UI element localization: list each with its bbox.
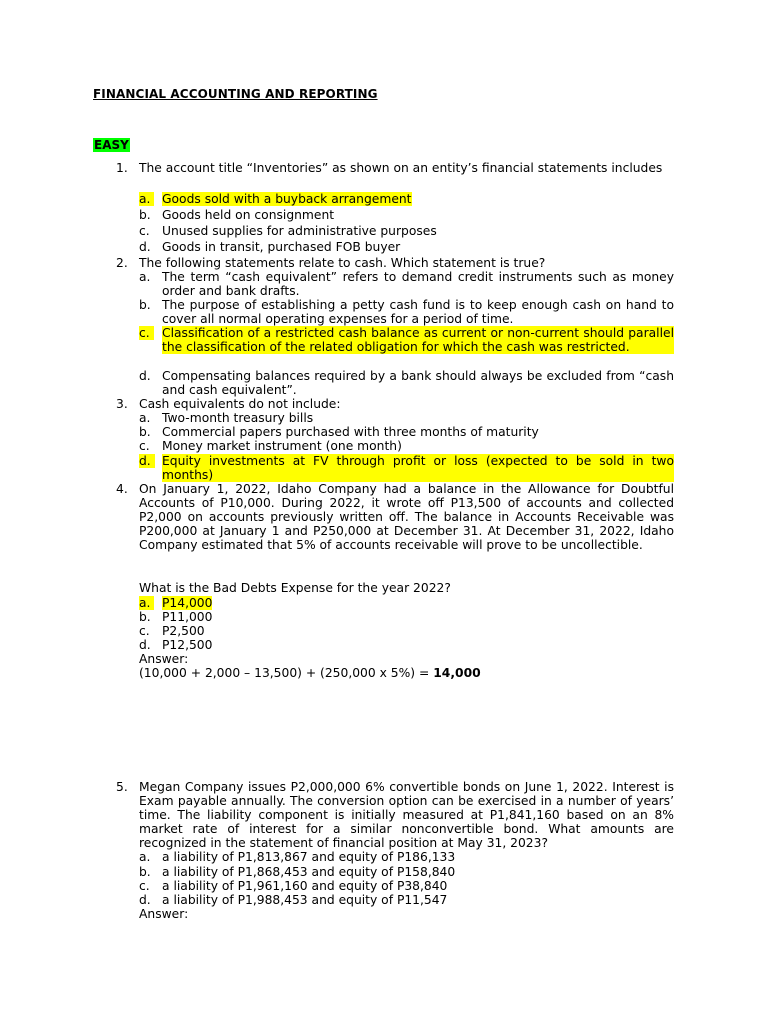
answer-label: Answer: xyxy=(139,907,189,921)
option-letter: c. xyxy=(139,879,150,893)
option-text-highlighted: Goods sold with a buyback arrangement xyxy=(162,192,412,206)
question-number: 3. xyxy=(116,397,128,411)
option-letter: b. xyxy=(139,425,151,439)
question-number: 5. xyxy=(116,780,128,794)
option-text: P11,000 xyxy=(162,610,213,624)
question-number: 2. xyxy=(116,256,128,270)
option-text: Commercial papers purchased with three months of maturity xyxy=(162,425,539,439)
answer-value: 14,000 xyxy=(433,666,481,680)
option-text: Two-month treasury bills xyxy=(162,411,314,425)
question-number: 4. xyxy=(116,482,128,496)
option-text: The term “cash equivalent” refers to demand credit instruments such as money order and bank drafts. xyxy=(162,270,674,298)
sub-question: What is the Bad Debts Expense for the year 2022? xyxy=(139,581,451,595)
option-letter: a. xyxy=(139,850,151,864)
option-text: Goods in transit, purchased FOB buyer xyxy=(162,240,401,254)
option-letter: c. xyxy=(139,326,154,340)
answer-formula: (10,000 + 2,000 – 13,500) + (250,000 x 5%) = xyxy=(139,666,434,680)
option-text-highlighted: P14,000 xyxy=(162,596,213,610)
option-letter: d. xyxy=(139,638,151,652)
option-letter: b. xyxy=(139,865,151,879)
answer-line xyxy=(139,666,481,680)
option-text: a liability of P1,813,867 and equity of P186,133 xyxy=(162,850,456,864)
option-text-highlighted: Classification of a restricted cash balance as current or non-current should parallel the classification of the related obligation for which the cash was restricted. xyxy=(162,326,674,354)
option-letter: d. xyxy=(139,369,151,383)
option-text: a liability of P1,988,453 and equity of P11,547 xyxy=(162,893,448,907)
document-title: FINANCIAL ACCOUNTING AND REPORTING xyxy=(93,87,378,101)
option-letter: a. xyxy=(139,596,154,610)
option-text: The purpose of establishing a petty cash fund is to keep enough cash on hand to cover all normal operating expenses for a period of time. xyxy=(162,298,674,326)
option-text: Compensating balances required by a bank should always be excluded from “cash and cash equivalent”. xyxy=(162,369,674,397)
question-text: The account title “Inventories” as shown on an entity’s financial statements includes xyxy=(139,161,663,175)
option-letter: a. xyxy=(139,192,154,206)
question-text: Megan Company issues P2,000,000 6% convertible bonds on June 1, 2022. Interest is Exam payable annually. The conversion option can be exercised in a number of years’ time. The liability component is initially measured at P1,841,160 based on an 8% market rate of interest for a similar nonconvertible bond. What amounts are recognized in the statement of financial position at May 31, 2023? xyxy=(139,780,674,850)
question-text: Cash equivalents do not include: xyxy=(139,397,341,411)
question-text: On January 1, 2022, Idaho Company had a balance in the Allowance for Doubtful Accounts of P10,000. During 2022, it wrote off P13,500 of accounts and collected P2,000 on accounts previously written off. The balance in Accounts Receivable was P200,000 at January 1 and P250,000 at December 31. At December 31, 2022, Idaho Company estimated that 5% of accounts receivable will prove to be uncollectible. xyxy=(139,482,674,552)
option-text: P12,500 xyxy=(162,638,213,652)
answer-label: Answer: xyxy=(139,652,189,666)
option-text-highlighted: Equity investments at FV through profit or loss (expected to be sold in two months) xyxy=(162,454,674,482)
question-number: 1. xyxy=(116,161,128,175)
option-letter: b. xyxy=(139,298,151,312)
option-letter: b. xyxy=(139,208,151,222)
option-letter: a. xyxy=(139,270,151,284)
option-text: Money market instrument (one month) xyxy=(162,439,402,453)
option-letter: d. xyxy=(139,240,151,254)
option-letter: d. xyxy=(139,893,151,907)
option-letter: c. xyxy=(139,224,150,238)
option-letter: c. xyxy=(139,624,150,638)
option-text: Unused supplies for administrative purposes xyxy=(162,224,437,238)
question-text: The following statements relate to cash. Which statement is true? xyxy=(139,256,546,270)
option-text: Goods held on consignment xyxy=(162,208,335,222)
difficulty-label: EASY xyxy=(94,138,129,152)
option-text: P2,500 xyxy=(162,624,205,638)
option-letter: d. xyxy=(139,454,155,468)
option-letter: a. xyxy=(139,411,151,425)
option-text: a liability of P1,961,160 and equity of P38,840 xyxy=(162,879,448,893)
option-letter: b. xyxy=(139,610,151,624)
option-text: a liability of P1,868,453 and equity of P158,840 xyxy=(162,865,456,879)
option-letter: c. xyxy=(139,439,150,453)
